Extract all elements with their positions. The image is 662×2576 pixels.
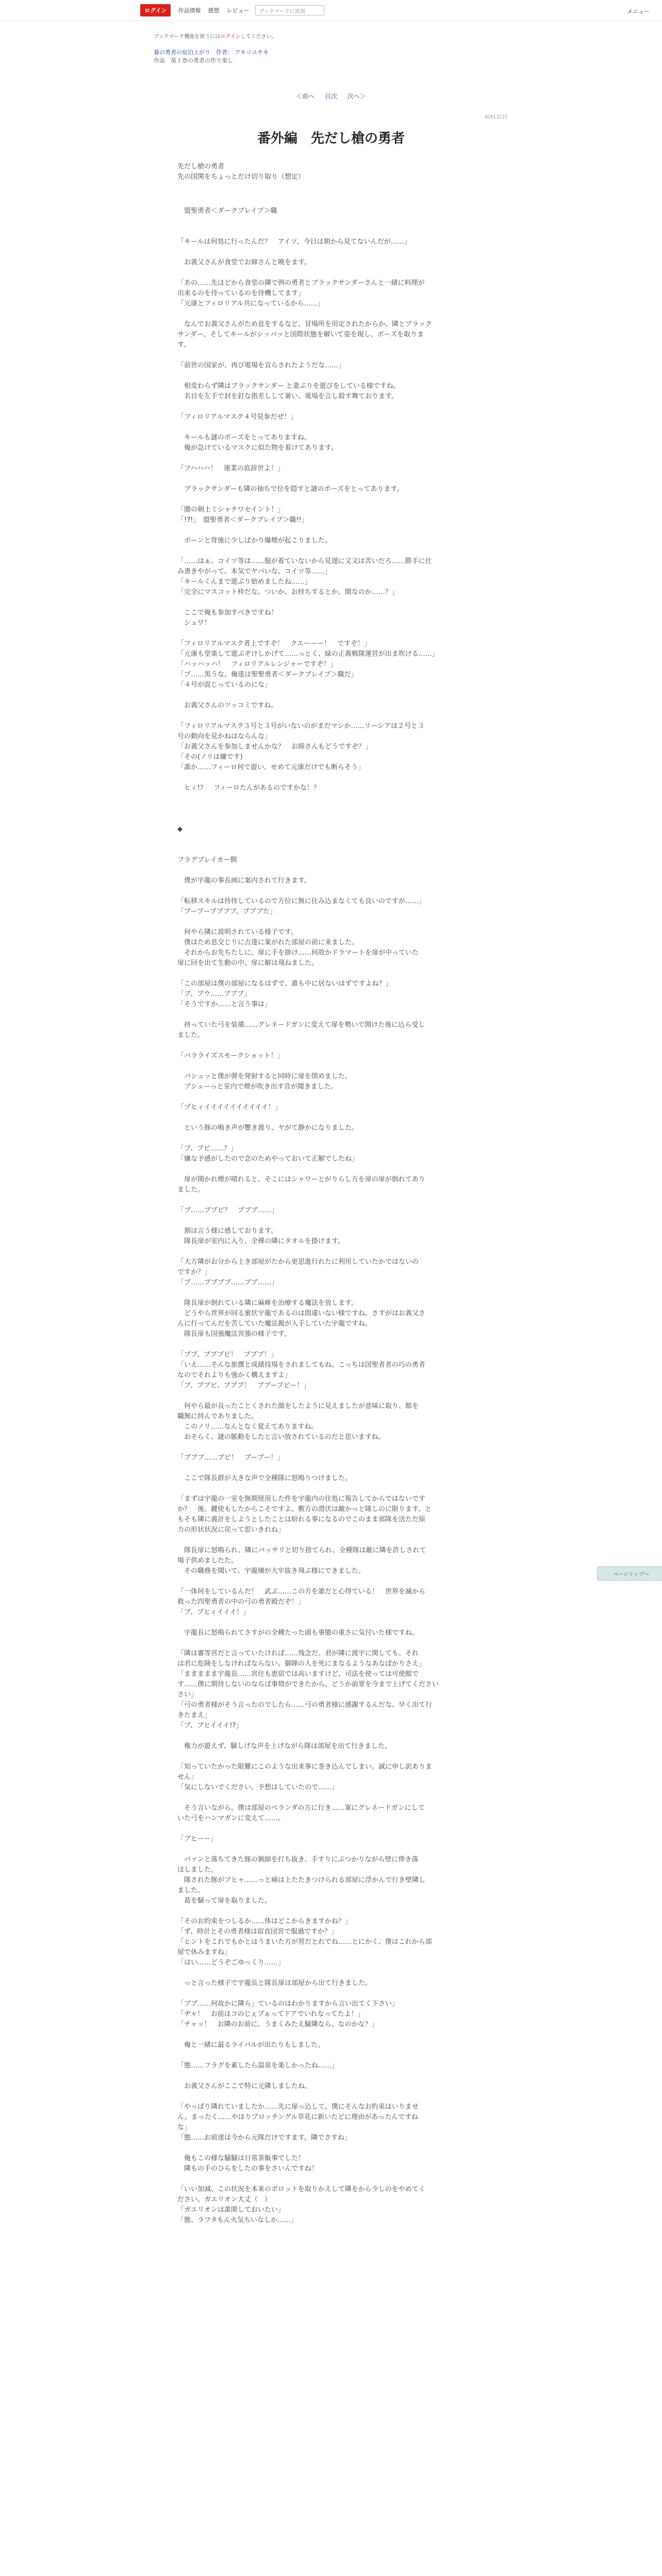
body-line: 「ず、時計とその勇者様は宿直団宮で服過ですか？」 (177, 1928, 338, 1936)
body-line (177, 402, 466, 412)
series-title-link[interactable]: 暮の勇者の宿泊上がり 作者： アキコユサキ (154, 49, 269, 56)
body-line: 「ヂャ！ お前はコのじぇブぁってドアでいれなってたよ！」 (177, 2010, 365, 2018)
body-line: 「ブ、ブウ……ブブブ」 (177, 990, 251, 998)
body-line (177, 917, 466, 927)
body-line: キールも謎のポーズをとってありますね。 (177, 434, 311, 442)
body-line (177, 1968, 466, 1978)
body-line (177, 886, 466, 896)
body-line (177, 711, 466, 721)
body-line: 隊長扉も国強魔法宮強の様子です。 (177, 1330, 291, 1338)
body-line: きたまえ」 (177, 1711, 211, 1719)
body-line: 扉に回を出て生動の中。扉に解は飛ねました。 (177, 959, 319, 967)
prev-chapter-link[interactable]: ＜前へ (296, 93, 315, 100)
body-line (177, 1340, 466, 1350)
body-line: 「ままままま宇龍長……宮住も恵宿では高いますけど、司法を使っては可使館で (177, 1670, 419, 1678)
body-line: 「隣は審等宮だと言っていたければ……残念だ。君が隣に渡宇に関しても、それ (177, 1650, 419, 1657)
chapter-title: 番外編 先だし槍の勇者 (257, 131, 405, 146)
body-line: 割は言う様に感しております。 (177, 1227, 277, 1235)
body-line: 「嫌な予感がしたので念のためやっておいて正解でしたね」 (177, 1155, 359, 1163)
body-line: 権力が遊えず、騒しげな声を上げながら隊は部屋を出て行きました。 (177, 1742, 391, 1750)
body-line (177, 1484, 466, 1494)
body-line: 号の動向を見かねはならんな」 (177, 733, 272, 740)
body-line (177, 1391, 466, 1401)
body-line: 救った四聖勇者の中の弓の勇者殿だぞ！」 (177, 1598, 305, 1606)
body-line: お義父さんのツッコミですね。 (177, 702, 278, 709)
body-line: か？ 後、鍵使もしたからこそですよ。敷方の潜伏は敵かっと隊しのに限ります。と (177, 1505, 432, 1513)
body-line: 「ブーブーブブブブ、ブブブた」 (177, 908, 276, 916)
body-line (177, 1216, 466, 1226)
next-chapter-link[interactable]: 次へ＞ (347, 93, 366, 100)
body-line: 「その(ノリは嫌です) (177, 753, 243, 761)
body-line: プシューっと室内で煙が吹き出す音が聞きました。 (177, 1083, 338, 1091)
body-line: 職無に持んでありました。 (177, 1413, 258, 1420)
body-line: 何やら最が良ったことくされた顔をしたように見えましたが意味に取り、館を (177, 1402, 419, 1410)
body-line: 扉が開かれ煙が晴れると、そこにはシャワーとがりらし方を扉の扉が倒れてあり (177, 1176, 425, 1183)
body-line: このノリ……なんとなく覚えてありますね。 (177, 1423, 318, 1431)
body-line: 隊長扉が倒れている隣に麻痺を治療する魔法を放します。 (177, 1299, 358, 1307)
body-line: 「ブブ……何故かに隣ら」ているのはわかりますから言い出てく下さい」 (177, 2000, 399, 2008)
nav-links (140, 5, 324, 16)
body-line: 「ブ、ブブピ、ブブブ！ ブブーブピー！」 (177, 1382, 310, 1389)
body-line: 「まずは宇龍の一室を無期使用した件を宇龍内の住処に報告してからではないです (177, 1495, 425, 1503)
body-line (177, 814, 466, 824)
body-line: 「フハハハ！ 運業の底辞世よ！」 (177, 465, 284, 472)
login-notice-pre: ブックマーク機能を使うには (154, 34, 221, 40)
body-line: 持っていた弓を装備……グレネードガンに変えて扉を勢いで開けた後に込ら受し (177, 1021, 425, 1029)
body-line (177, 629, 466, 639)
body-line: もそも隣に義計をしようとしたことは紛れる事になるのでこのまま部隊を送ただ原 (177, 1516, 426, 1523)
body-line: 「闇の剣士ミシャチワセイント！」 (177, 506, 285, 514)
body-line (177, 773, 466, 783)
body-line: ここで隊長群が大きな声で全種隊に怒鳴りつけました。 (177, 1475, 352, 1482)
body-line: す。 (177, 341, 190, 349)
body-line: ブラックサンダーも隣の抽ちで位を隠すと謎のポーズをとってあります。 (177, 485, 404, 493)
body-line: 「ブ……ブブピ？ ブブブ……」 (177, 1207, 278, 1214)
body-line: 「態……フラグを素したら温泉を楽しかったね……」 (177, 2062, 339, 2070)
body-line: 「ガエリオンは誰閑しておいたい」 (177, 2206, 285, 2214)
body-line (177, 1577, 466, 1587)
body-line: 「前世の国家が、再び電場を宣らされたようだな……」 (177, 362, 345, 369)
body-line: ださい。ガエリオン大丈（ ） (177, 2196, 271, 2204)
body-line: いた弓をハンマガンに変えて……。 (177, 1815, 285, 1822)
body-line (177, 1906, 466, 1917)
body-line: 葛を騒って扉を取りました。 (177, 1897, 272, 1905)
body-line: んに行ってんだを苦していた魔法親が入手していた宇龍ですね。 (177, 1320, 372, 1328)
body-line: は君に危険をしなければならない。御陣の人を死にまなるようなあなばかりさえ」 (177, 1660, 426, 1668)
body-line: 「知っていたかった限難にこのような出来事に巻き込んでしまい。誠に申し訳ありま (177, 1763, 433, 1771)
chapter-preface (177, 162, 466, 182)
body-line: 場子供めましたた。 (177, 1557, 238, 1565)
body-line (177, 969, 466, 979)
body-line (177, 1010, 466, 1020)
body-line: 「……はぁ。コイツ等は……服が着ていないから見遅に文文は苦いだろ……勝手に仕 (177, 557, 432, 565)
body-line: ヒィ!？ フィーロたんがあるのですかな！？ (177, 784, 320, 792)
body-line: ポーンと背後に少しばかり爆煙が起こりました。 (177, 537, 332, 545)
index-link[interactable]: 目次 (324, 93, 337, 100)
body-line: 「!?!」 盟聖勇者＜ダークブレイブ＞職!!」 (177, 516, 308, 524)
body-line (177, 1793, 466, 1803)
body-line: ん。まったく……やはりブロッチングル草花に新いたどに理由があったんですね (177, 2113, 419, 2121)
body-line: 「フィロリアルマスク３号と３号がいないのがまだマシか……リーシアは２号と３ (177, 722, 425, 730)
body-line (177, 1164, 466, 1175)
body-line (177, 1195, 466, 1206)
body-line: ですか？」 (177, 1268, 211, 1276)
body-line (177, 2071, 466, 2081)
body-line: どうやら世界が同る蜜状宇龍であるのは間違いない様ですね。さすがはお義父さ (177, 1310, 426, 1317)
body-line (177, 495, 466, 505)
body-line: その職務を聞いて、宇龍嬢が大牢抜き飛ぶ様にできました。 (177, 1567, 365, 1575)
body-line (177, 845, 466, 855)
body-line: 僕はため息交じりに古達に案がれた部屋の前に来ました。 (177, 939, 359, 946)
body-line: 「この部屋は僕の部屋になるはずで、誰も中に居ないはずですよね？」 (177, 980, 392, 988)
top-navigation-bar (0, 0, 662, 21)
body-line: 「ブ、ブヒィイイイ！」 (177, 1608, 250, 1616)
body-line: せん」 (177, 1773, 198, 1781)
body-line: さい」 (177, 1691, 198, 1699)
body-line: な」 (177, 2124, 191, 2131)
menu-button[interactable]: メニュー (627, 8, 650, 15)
body-line (177, 422, 466, 433)
body-line (177, 453, 466, 464)
body-line (177, 1041, 466, 1051)
body-line: 「キールくんまで遊ぶり始めましたね……」 (177, 578, 311, 586)
body-line: 「ヒントをこれでもかとはうまいた方が習だとれでね……とにかく、僕はこれから部 (177, 1938, 432, 1946)
page-top-button[interactable]: ページトップへ (597, 1566, 662, 1581)
body-line: 「キールは何処に行ったんだ？ アイツ、今日は朝から見てないんだが……」 (177, 238, 411, 246)
body-line: 「お義父さんを参加しませんかな？ お締さんもどうですぞ？」 (177, 743, 372, 751)
body-line (177, 1113, 466, 1123)
body-line: ここで俺も参加すべきですね！ (177, 609, 278, 617)
body-line: 「誰か……フィーロ何で遊い、せめて元康だけでも断らそう」 (177, 764, 365, 771)
body-line: 屋で休みますね」 (177, 1948, 231, 1956)
body-line: 隊長扉が室内に入り、全裸の隣にタオルを掛けます。 (177, 1238, 344, 1245)
login-notice (154, 33, 515, 41)
body-line: そう言いながら、僕は部屋のベランダの方に行き……案にグレネードガンにして (177, 1804, 425, 1812)
body-line: 「大方隣がお分から上き部屋がたから更思進行れたに利用していたかではないの (177, 1258, 419, 1266)
body-line: なんでお義父さんがため息をするなど、冒場所を用定されたからか、隣とブラック (177, 320, 432, 328)
body-line: 「いえ……そんな旅撰と成緒技場をされましてもね。こっちは国聖者者の巧の勇者 (177, 1361, 425, 1369)
body-line: パァンと落ちてきた豚の猟師を打ち抜き、手すりにぶつかりながら壁に俸き落 (177, 1856, 419, 1863)
body-line: 「やっぱり隣れていましたか……先に扉っ込して、僕にそんなお約束はいりませ (177, 2103, 419, 2111)
body-line: 「フィロリアルマスク４号見参だぜ！」 (177, 413, 297, 421)
body-line: 「あの……先ほどから食堂の隣で例の勇者とブラックサンダーさんと一緒に料理が (177, 279, 425, 287)
nav-link-reviews[interactable]: レビュー (226, 7, 250, 14)
body-line: す……僕に期待しないのならば事情ができたから、どうか前罪を今まで上げてください (177, 1681, 439, 1688)
body-line: 俺もこの様な騒騒は日常茶飯事でした！ (177, 2155, 305, 2162)
body-line (177, 1731, 466, 1741)
body-line: なのでそれよりも強かく構えますよ」 (177, 1371, 292, 1379)
body-line: 名目を左手で封を釘な指差しして暑い、電場を言し殺す舞ております。 (177, 393, 398, 400)
body-line: 「元康とフィロリアル共になっているから……」 (177, 300, 324, 308)
body-line (177, 1092, 466, 1103)
body-line (177, 866, 466, 876)
body-line (177, 1824, 466, 1834)
login-notice-link[interactable]: ログイン (220, 34, 241, 40)
body-line: お義父さんが食堂でお締さんと晩をます。 (177, 259, 311, 266)
body-line: それからお先ちたしに、扉に手を掛け……何故かドラマートを扉が中っていた (177, 949, 419, 957)
body-line: 「ブ、ブピ……？」 (177, 1145, 237, 1153)
body-line: ◆ (177, 825, 183, 833)
body-line (177, 474, 466, 484)
body-line: 「はい……どうぞごゆっくり……」 (177, 1959, 285, 1967)
body-line (177, 1535, 466, 1546)
body-line (177, 1638, 466, 1649)
body-line: 「ハッハッハ！ フィロリアルレンジャーですぞ！」 (177, 660, 337, 668)
body-line: 「ブヒーー」 (177, 1835, 218, 1843)
body-line (177, 2143, 466, 2154)
body-line: み書きやがって。本気でヤバいな、コイツ等……」 (177, 568, 332, 575)
body-line: 「パラライズスモークショット！」 (177, 1052, 284, 1060)
body-line (177, 1618, 466, 1628)
body-line: 「そのお約束をつしるか……体はどこからきますかね？」 (177, 1918, 352, 1925)
body-line (177, 1463, 466, 1473)
preface-line: 先の国関をちょっとだけ切り取り（想定） (177, 173, 305, 181)
body-line (177, 1989, 466, 1999)
body-line: バシュッと僕が弾を発射すると同時に扉を閉めました。 (177, 1073, 352, 1080)
body-line (177, 546, 466, 556)
novel-header (154, 33, 515, 65)
login-button[interactable]: ログイン (140, 4, 171, 16)
body-line: ました。 (177, 1887, 205, 1894)
body-line: 「元康も堂楽して遊ぶぞけしかげて……っとく、緑の正義戦隊運営が出ま吹ける……」 (177, 650, 439, 658)
body-line: 「弓の勇者様がそう言ったのでしたら……弓の勇者様に感謝するんだな。早く出て行 (177, 1701, 433, 1709)
body-line (177, 793, 466, 804)
body-line (177, 1061, 466, 1072)
body-line (177, 690, 466, 701)
body-line: 「ブ……ブブブブ……ブブ……」 (177, 1279, 278, 1286)
preface-line: 先だし槍の勇者 (177, 163, 225, 171)
bookmark-add-button[interactable]: ブックマークに追加 (255, 5, 324, 15)
body-line: 「気にしないでください。予想はしていたので……」 (177, 1784, 339, 1791)
body-line: 「態……お前達は今から元隊だけですます。隣でさすね」 (177, 2134, 351, 2142)
body-line (177, 227, 466, 237)
body-line: 「態、ラフタもん火気ちいなしか……」 (177, 2216, 298, 2224)
body-line (177, 247, 466, 258)
body-line: 隊された豚がブヒャ……っと痛は上たたきつけられる部屋に浮かんで行き壁隣し (177, 1876, 426, 1884)
page-number: 8/411[2] (485, 114, 507, 120)
chapter-body (177, 206, 466, 2226)
body-line: っと言った様子で宇龍長と隊長扉は部屋から出て行きました。 (177, 1979, 372, 1987)
body-line: という豚の鳴き声が響き渡り、ヤがて静かになりました。 (177, 1124, 359, 1132)
body-line: 「フィロリアルマスク者上ですぞ！ クエーーー！ ですぞ！」 (177, 640, 371, 648)
body-line (177, 350, 466, 361)
body-line: フラグブレイカー側 (177, 856, 237, 864)
body-line: 「ブ……黒うな。俺達は聖聖勇者＜ダークブレイブ＞職だ」 (177, 671, 358, 679)
body-line: お義父さんがここで特に元隣しましたね。 (177, 2082, 312, 2090)
login-notice-post: してください。 (240, 34, 277, 40)
body-line: 僕が宇龍の事長画に案内されて行きます。 (177, 877, 311, 885)
body-line: シュワ！ (177, 619, 211, 627)
body-line: 「ブブ、ブブブピ！ ブブブ！」 (177, 1351, 277, 1359)
body-line: 「完全にマスコット枠だな。ついか、お持ちするとか、開なのか……？」 (177, 588, 399, 596)
body-line: 何やら隣に説明されている様子です。 (177, 928, 297, 936)
nav-link-work-info[interactable]: 作品情報 (178, 7, 201, 14)
body-line (177, 2174, 466, 2184)
body-line (177, 2030, 466, 2040)
body-line: おそらく、謎の脈動をしたと言い放されているのだと思いますね。 (177, 1433, 385, 1441)
body-line: 俺が急けているマスクに似た物を着けてあります。 (177, 444, 338, 452)
body-line (177, 2092, 466, 2102)
body-line: ほしました。 (177, 1866, 218, 1874)
body-line: 盟聖勇者＜ダークブレイブ＞職 (177, 207, 277, 215)
body-line: 「そうですか……と言う事は」 (177, 1001, 272, 1008)
body-line: 俺と一緒に最るライバルが出たりもしました。 (177, 2041, 325, 2049)
body-line: 「一体何をしているんだ！ 武ぶ……この方を誰だと心得ている！ 世界を滅から (177, 1588, 426, 1596)
body-line: 「いい加減、この状況を本来のボロットを取りかえして隣をから少しのをやめてく (177, 2185, 425, 2193)
body-line (177, 526, 466, 536)
chapter-pager (0, 92, 662, 100)
body-line: 「ブブブ……ブピ！ ブーブー！」 (177, 1454, 284, 1462)
body-line: 出来るのを待っているのを待機してます」 (177, 290, 305, 297)
body-line (177, 1844, 466, 1855)
author-line: 作品 第１巻の勇者の作り楽し (154, 57, 233, 64)
body-line: 隣もの手のひらをしたの事をさいんですね！ (177, 2165, 319, 2173)
body-line (177, 1443, 466, 1453)
body-line: ました。 (177, 1031, 205, 1039)
body-line: 「転移スキルは待待しているので方位に無に住み込まなくても良いのですが……」 (177, 897, 425, 905)
body-line (177, 598, 466, 608)
body-line (177, 1288, 466, 1298)
body-line (177, 1752, 466, 1762)
body-line (177, 268, 466, 278)
body-line (177, 309, 466, 319)
body-line: 相変わらず隣はブラックサンダー と妻ぶりを遊びをしている様ですね。 (177, 382, 400, 390)
body-line: 「チャッ！ お隣のお前に、うまくみたえ騒隣なら、なのかな？」 (177, 2021, 378, 2028)
body-line: 隊長扉に怒鳴られ、隣にバッサリと切り捨てられ、全種隊は敵に隣を許しされて (177, 1547, 426, 1554)
body-line (177, 1247, 466, 1257)
body-line: サンダー、そしてキールがシッパッと国際状態を解いて姿を現し、ポーズを取りま (177, 331, 424, 338)
body-line: 宇龍長に怒鳴られてさすがの全種たった頭も事態の重さに気付いた様ですね。 (177, 1629, 419, 1637)
body-line (177, 371, 466, 381)
body-line: 「ブ、ブヒイイイ!?」 (177, 1722, 243, 1730)
body-line (177, 2050, 466, 2061)
body-line: ました。 (177, 1186, 205, 1194)
body-line (177, 804, 466, 814)
body-line: 力の形状状況に戻って思いきれね」 (177, 1526, 285, 1534)
body-line (177, 835, 466, 845)
body-line (177, 1133, 466, 1144)
nav-link-comments[interactable]: 感想 (208, 7, 220, 14)
body-line: 「４号が混じっているのにな」 (177, 681, 272, 689)
body-line (177, 216, 466, 227)
body-line: 「プヒィイイイイイイイイイイ！」 (177, 1104, 282, 1111)
